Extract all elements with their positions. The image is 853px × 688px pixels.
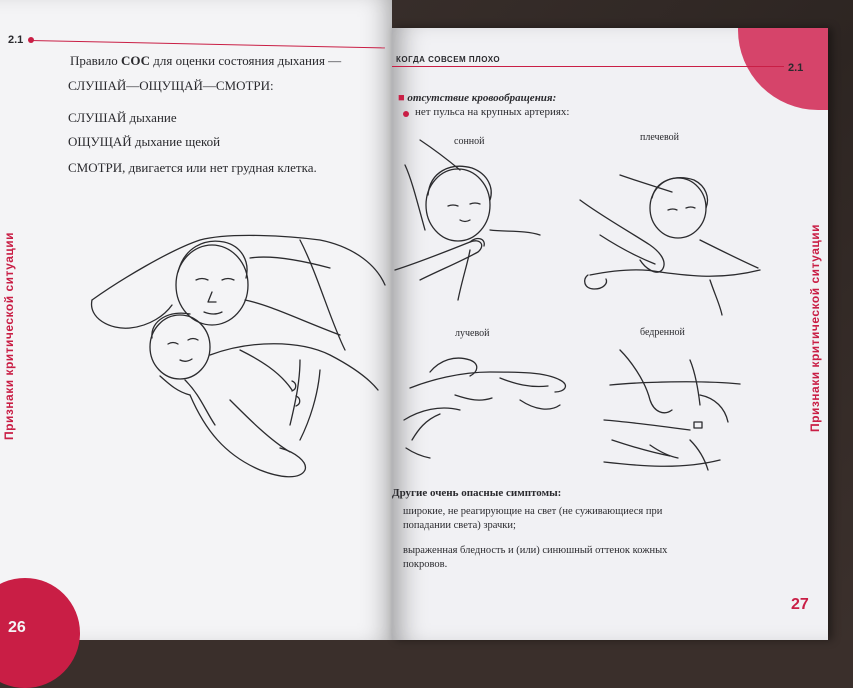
right-side-title: Признаки критической ситуации	[808, 224, 822, 432]
radial-pulse-illustration	[404, 358, 565, 458]
label-femoral: бедренной	[640, 327, 685, 338]
right-section-number: 2.1	[788, 62, 804, 74]
symptom-pallor-line2: покровов.	[403, 559, 448, 570]
breathing-check-illustration	[92, 235, 385, 476]
label-radial: лучевой	[455, 328, 490, 339]
rule-line: Правило СОС для оценки состояния дыхания —	[70, 53, 342, 68]
right-page-number: 27	[791, 596, 809, 613]
carotid-pulse-illustration	[395, 140, 540, 300]
rule-item-look: СМОТРИ, двигается или нет грудная клетка.	[68, 160, 317, 175]
brachial-pulse-illustration	[580, 175, 760, 315]
other-symptoms-heading: Другие очень опасные симптомы:	[392, 487, 562, 499]
rule-words: СЛУШАЙ—ОЩУЩАЙ—СМОТРИ:	[68, 78, 274, 93]
label-carotid: сонной	[454, 136, 485, 147]
left-side-title: Признаки критической ситуации	[2, 232, 16, 440]
rule-item-listen: СЛУШАЙ дыхание	[68, 110, 177, 125]
right-header-text: КОГДА СОВСЕМ ПЛОХО	[396, 55, 501, 64]
circulation-heading: ■ отсутствие кровообращения:	[398, 92, 557, 104]
rule-item-feel: ОЩУЩАЙ дыхание щекой	[68, 134, 221, 149]
left-section-number: 2.1	[8, 34, 24, 46]
symptom-pupils-line2: попадании света) зрачки;	[403, 520, 516, 531]
femoral-pulse-illustration	[604, 350, 740, 470]
symptom-pupils-line1: широкие, не реагирующие на свет (не суживающиеся при	[403, 506, 663, 517]
symptom-pallor-line1: выраженная бледность и (или) синюшный оттенок кожных	[403, 545, 668, 556]
pulse-bullet-text: нет пульса на крупных артериях:	[415, 106, 570, 118]
label-brachial: плечевой	[640, 132, 680, 143]
left-page-number: 26	[8, 619, 26, 636]
